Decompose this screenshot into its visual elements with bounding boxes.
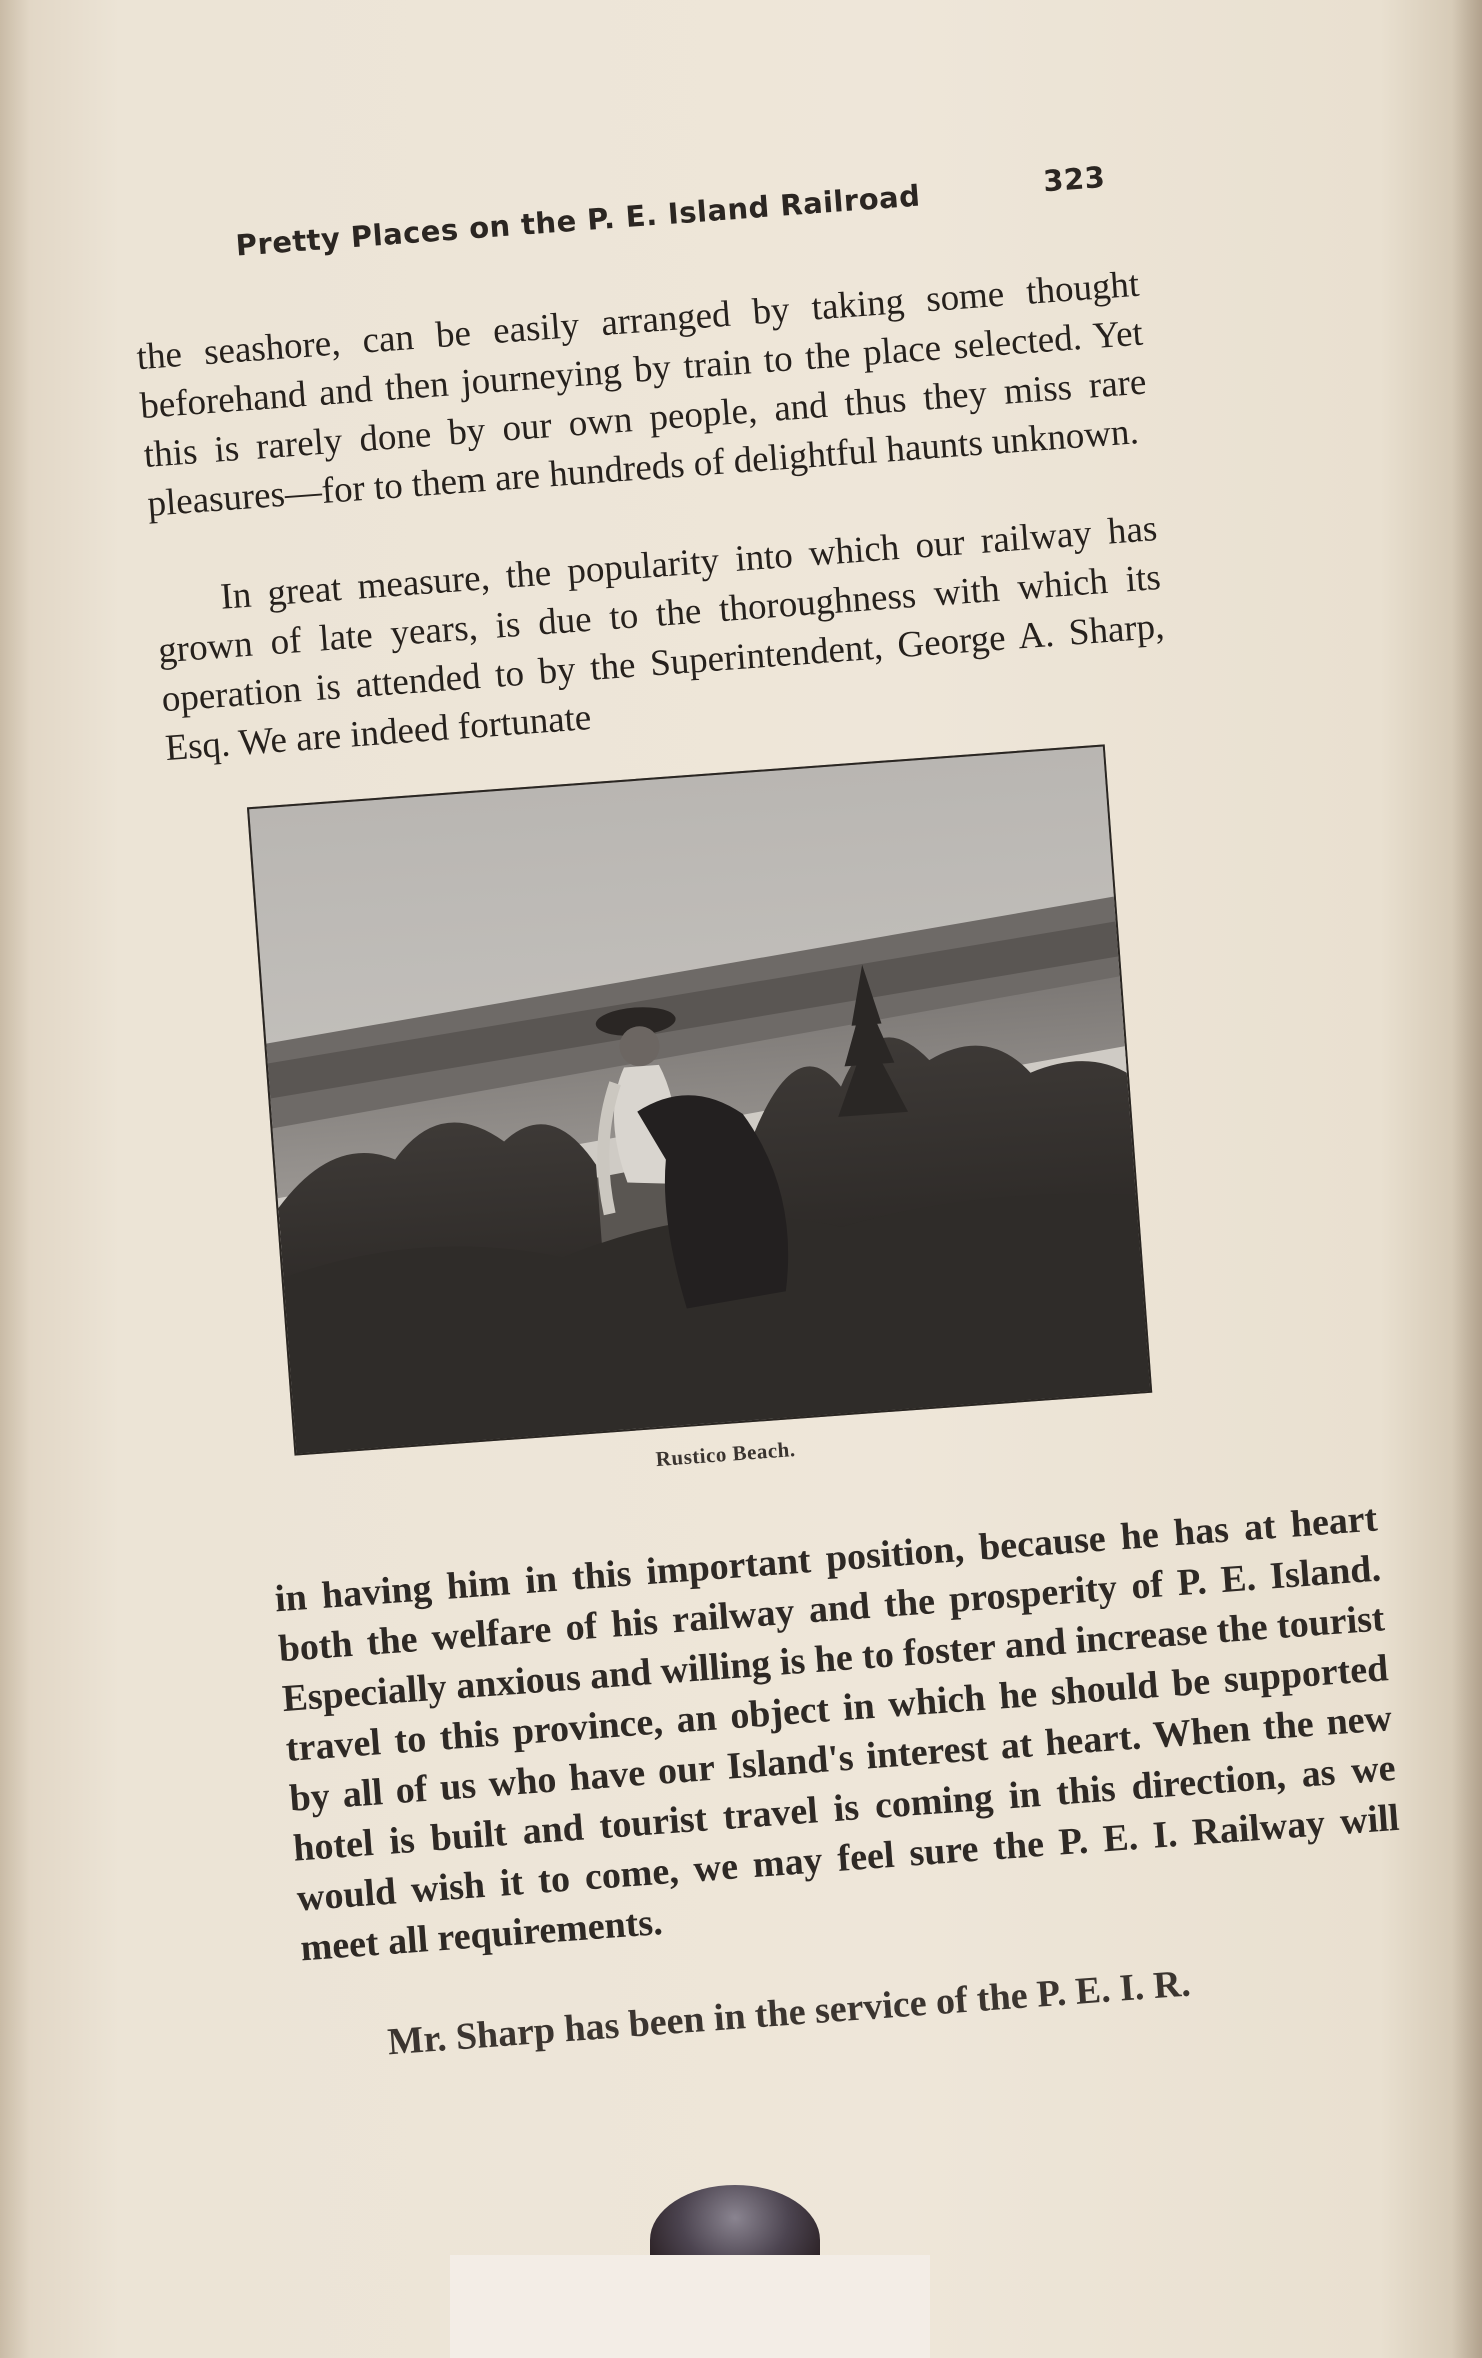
page-header	[215, 157, 1212, 263]
photograph	[247, 744, 1152, 1455]
page-number: 323	[1041, 159, 1107, 199]
figure-caption: Rustico Beach.	[654, 1436, 797, 1472]
paragraph-3: in having him in this important position, because he has at heart both the welfare of his railway and the prosperity of P. E. Island. Especially anxious and willing is he to foster and increase the tourist travel to this province, an object in which he should be supported by all of us who have our Island's interest at heart. When the new hotel is built and tourist travel is coming in this direction, as we would wish it to come, we may feel sure the P. E. I. Railway will meet all requirements.	[273, 1497, 1401, 1970]
photograph-illustration	[249, 746, 1152, 1455]
page-edge-shadow	[1452, 0, 1482, 2358]
paper-patch	[450, 2255, 930, 2358]
paragraph-4: Mr. Sharp has been in the service of the P. E. I. R.	[386, 1962, 1192, 2064]
paragraph-1: the seashore, can be easily arranged by taking some thought beforehand and then journeying by train to the place selected. Yet this is rarely done by our own people, and thus they miss rare pleasures—for to them are hundreds of delightful haunts unknown.	[135, 263, 1148, 525]
figure	[247, 744, 1157, 1515]
running-title: Pretty Places on the P. E. Island Railroad	[234, 178, 922, 263]
paragraph-2: In great measure, the popularity into which our railway has grown of late years, is due to the thoroughness with which its operation is attended to by the Superintendent, George A. Sharp, Esq. We are indeed fortunate	[156, 508, 1166, 770]
